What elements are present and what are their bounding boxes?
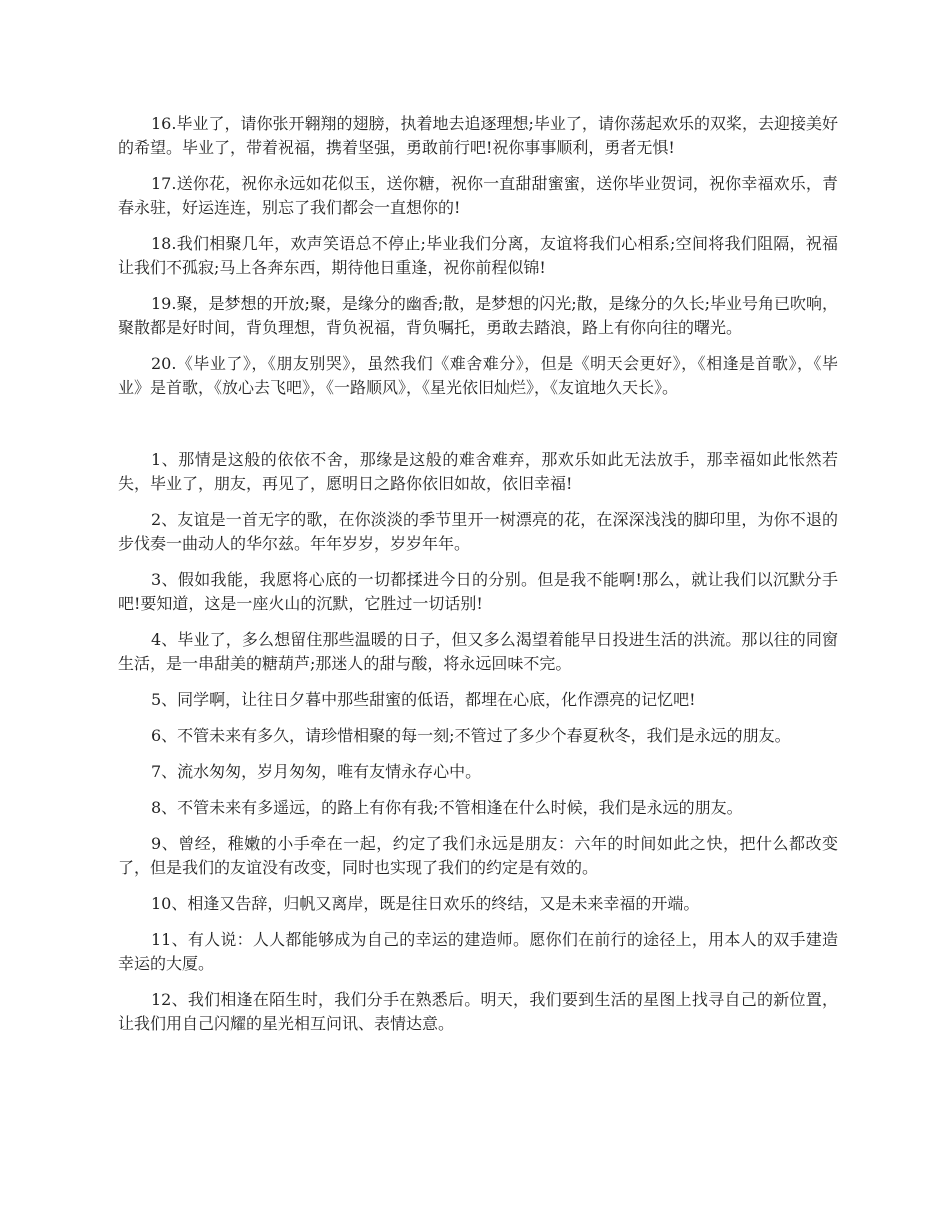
- paragraph-6: 6、不管未来有多久，请珍惜相聚的每一刻;不管过了多少个春夏秋冬，我们是永远的朋友。: [151, 726, 791, 745]
- paragraph-2: 2、友谊是一首无字的歌，在你淡淡的季节里开一树漂亮的花，在深深浅浅的脚印里，为你不退的步伐奏一曲动人的华尔兹。年年岁岁，岁岁年年。: [118, 510, 838, 553]
- paragraph-4: 4、毕业了，多么想留住那些温暖的日子，但又多么渴望着能早日投进生活的洪流。那以往的同窗生活，是一串甜美的糖葫芦;那迷人的甜与酸，将永远回味不完。: [118, 630, 838, 673]
- paragraph-20: 20.《毕业了》，《朋友别哭》，虽然我们《难舍难分》，但是《明天会更好》，《相逢是首歌》，《毕业》是首歌，《放心去飞吧》，《一路顺风》，《星光依旧灿烂》，《友谊地久天长》。: [118, 354, 838, 397]
- paragraph-18: 18.我们相聚几年，欢声笑语总不停止;毕业我们分离，友谊将我们心相系;空间将我们阻隔，祝福让我们不孤寂;马上各奔东西，期待他日重逢，祝你前程似锦!: [118, 234, 838, 277]
- paragraph-1: 1、那情是这般的依依不舍，那缘是这般的难舍难弃，那欢乐如此无法放手，那幸福如此怅然若失，毕业了，朋友，再见了，愿明日之路你依旧如故，依旧幸福!: [118, 450, 838, 493]
- paragraph-9: 9、曾经，稚嫩的小手牵在一起，约定了我们永远是朋友：六年的时间如此之快，把什么都改变了，但是我们的友谊没有改变，同时也实现了我们的约定是有效的。: [118, 834, 838, 877]
- paragraph-12: 12、我们相逢在陌生时，我们分手在熟悉后。明天，我们要到生活的星图上找寻自己的新位置，让我们用自己闪耀的星光相互问讯、表情达意。: [118, 990, 838, 1033]
- paragraph-16: 16.毕业了，请你张开翱翔的翅膀，执着地去追逐理想;毕业了，请你荡起欢乐的双桨，去迎接美好的希望。毕业了，带着祝福，携着坚强，勇敢前行吧!祝你事事顺利，勇者无惧!: [118, 114, 838, 157]
- section-one: [118, 112, 838, 400]
- paragraph-19: 19.聚，是梦想的开放;聚，是缘分的幽香;散，是梦想的闪光;散，是缘分的久长;毕业号角已吹响，聚散都是好时间，背负理想，背负祝福，背负嘱托，勇敢去踏浪，路上有你向往的曙光。: [118, 294, 839, 337]
- document-page: [118, 112, 838, 1048]
- paragraph-11: 11、有人说：人人都能够成为自己的幸运的建造师。愿你们在前行的途径上，用本人的双手建造幸运的大厦。: [118, 930, 838, 973]
- paragraph-7: 7、流水匆匆，岁月匆匆，唯有友情永存心中。: [151, 762, 482, 781]
- paragraph-8: 8、不管未来有多遥远，的路上有你有我;不管相逢在什么时候，我们是永远的朋友。: [151, 798, 743, 817]
- paragraph-10: 10、相逢又告辞，归帆又离岸，既是往日欢乐的终结，又是未来幸福的开端。: [151, 894, 700, 913]
- paragraph-17: 17.送你花，祝你永远如花似玉，送你糖，祝你一直甜甜蜜蜜，送你毕业贺词，祝你幸福欢乐，青春永驻，好运连连，别忘了我们都会一直想你的!: [118, 174, 838, 217]
- paragraph-5: 5、同学啊，让往日夕暮中那些甜蜜的低语，都埋在心底，化作漂亮的记忆吧!: [151, 690, 696, 709]
- section-divider: [118, 412, 838, 448]
- section-two: [118, 448, 838, 1036]
- paragraph-3: 3、假如我能，我愿将心底的一切都揉进今日的分别。但是我不能啊!那么，就让我们以沉默分手吧!要知道，这是一座火山的沉默，它胜过一切话别!: [118, 570, 838, 613]
